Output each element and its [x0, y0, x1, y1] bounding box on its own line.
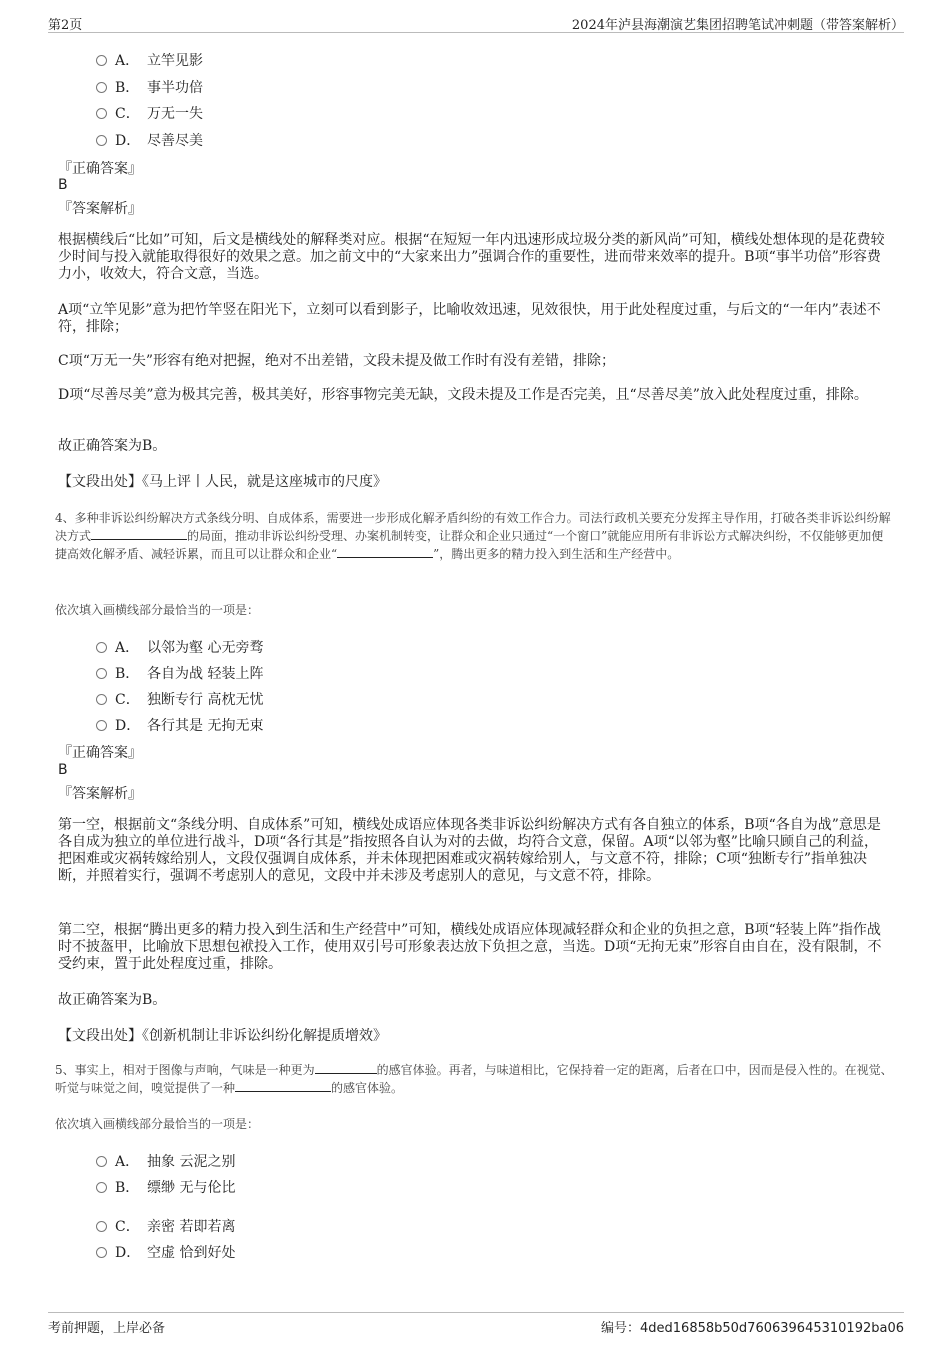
- analysis-conclusion: 故正确答案为B。: [58, 438, 167, 454]
- analysis-paragraph: 根据横线后“比如”可知，后文是横线处的解释类对应。根据“在短短一年内迅速形成垃圾分类的新风尚”可知，横线处想体现的是花费较少时间与投入就能取得很好的效果之意。加之前文中的“大家来出力”强调合作的重要性，进而带来效率的提升。B项“事半功倍”形容费力小，收效大，符合文意，当选。: [58, 232, 885, 282]
- analysis-paragraph: 第一空，根据前文“条线分明、自成体系”可知，横线处成语应体现各类非诉讼纠纷解决方式有各自独立的体系，B项“各自为战”意思是各自成为独立的单位进行战斗，D项“各行其是”指按照各自认为对的去做，均符合文意，保留。A项“以邻为壑”比喻只顾自己的利益，把困难或灾祸转嫁给别人，文段仅强调自成体系，并未体现把困难或灾祸转嫁给别人，与文意不符，排除；C项“独断专行”指单独决断，并照着实行，强调不考虑别人的意见，文段中并未涉及考虑别人的意见，与文意不符，排除。: [58, 817, 881, 884]
- radio-icon[interactable]: [96, 1182, 107, 1193]
- radio-icon[interactable]: [96, 1156, 107, 1167]
- document-title: 2024年泸县海潮演艺集团招聘笔试冲刺题（带答案解析）: [571, 18, 904, 33]
- radio-icon[interactable]: [96, 55, 107, 66]
- analysis-paragraph: 第二空，根据“腾出更多的精力投入到生活和生产经营中”可知，横线处成语应体现减轻群众和企业的负担之意，B项“轻装上阵”指作战时不披盔甲，比喻放下思想包袱投入工作，使用双引号可形象表达放下负担之意，当选。D项“无拘无束”形容自由自在，没有限制，不受约束，置于此处程度过重，排除。: [58, 922, 882, 972]
- radio-icon[interactable]: [96, 1221, 107, 1232]
- q4-option-b[interactable]: B． 各自为战 轻装上阵: [96, 663, 263, 683]
- document-code: 编号：4ded16858b50d760639645310192ba06: [600, 1321, 904, 1336]
- fill-blank: [337, 545, 433, 558]
- q4-option-a[interactable]: A． 以邻为壑 心无旁骛: [96, 637, 263, 657]
- radio-icon[interactable]: [96, 642, 107, 653]
- radio-icon[interactable]: [96, 720, 107, 731]
- analysis-label: 『答案解析』: [58, 786, 142, 802]
- q3-option-a[interactable]: A． 立竿见影: [96, 50, 203, 70]
- q4-option-d[interactable]: D． 各行其是 无拘无束: [96, 715, 263, 735]
- q5-option-c[interactable]: C． 亲密 若即若离: [96, 1216, 235, 1236]
- question-4-text: 4、多种非诉讼纠纷解决方式条线分明、自成体系，需要进一步形成化解矛盾纠纷的有效工作合力。司法行政机关要充分发挥主导作用，打破各类非诉讼纠纷解决方式 的局面，推动非诉讼纠纷受理、办案机制转变，让群众和企业只通过“一个窗口”就能应用所有非诉讼方式解决纠纷，不仅能够更加便捷高效化解矛盾、减轻诉累，而且可以让群众和企业“ ”，腾出更多的精力投入到生活和生产经营中。: [55, 511, 891, 561]
- q3-option-d[interactable]: D． 尽善尽美: [96, 130, 203, 150]
- q3-option-c[interactable]: C． 万无一失: [96, 103, 203, 123]
- question-5-text: 5、事实上，相对于图像与声响，气味是一种更为 的感官体验。再者，与味道相比，它保持着一定的距离，后者在口中，因而是侵入性的。在视觉、听觉与味觉之间，嗅觉提供了一种 的感官体验。: [55, 1063, 893, 1095]
- analysis-conclusion: 故正确答案为B。: [58, 992, 167, 1008]
- analysis-paragraph: A项“立竿见影”意为把竹竿竖在阳光下，立刻可以看到影子，比喻收效迅速，见效很快，用于此处程度过重，与后文的“一年内”表述不符，排除；: [58, 302, 881, 335]
- passage-source: 【文段出处】《马上评丨人民，就是这座城市的尺度》: [58, 474, 387, 490]
- radio-icon[interactable]: [96, 1247, 107, 1258]
- question-prompt: 依次填入画横线部分最恰当的一项是：: [55, 1117, 260, 1131]
- fill-blank: [315, 1061, 377, 1074]
- page-footer: [48, 1312, 904, 1335]
- radio-icon[interactable]: [96, 668, 107, 679]
- radio-icon[interactable]: [96, 694, 107, 705]
- radio-icon[interactable]: [96, 82, 107, 93]
- q5-option-b[interactable]: B． 缥缈 无与伦比: [96, 1177, 235, 1197]
- analysis-paragraph: C项“万无一失”形容有绝对把握，绝对不出差错，文段未提及做工作时有没有差错，排除；: [58, 353, 616, 369]
- correct-answer: B: [58, 177, 68, 193]
- analysis-label: 『答案解析』: [58, 201, 142, 217]
- correct-answer-label: 『正确答案』: [58, 745, 142, 761]
- passage-source: 【文段出处】《创新机制让非诉讼纠纷化解提质增效》: [58, 1028, 387, 1044]
- page-header: [48, 12, 904, 33]
- footer-slogan: 考前押题，上岸必备: [48, 1321, 166, 1336]
- question-prompt: 依次填入画横线部分最恰当的一项是：: [55, 603, 260, 617]
- radio-icon[interactable]: [96, 135, 107, 146]
- analysis-paragraph: D项“尽善尽美”意为极其完善，极其美好，形容事物完美无缺，文段未提及工作是否完美，且“尽善尽美”放入此处程度过重，排除。: [58, 387, 868, 403]
- radio-icon[interactable]: [96, 108, 107, 119]
- fill-blank: [91, 527, 187, 540]
- q3-option-b[interactable]: B． 事半功倍: [96, 77, 203, 97]
- fill-blank: [235, 1079, 331, 1092]
- page-number: 第2页: [48, 18, 83, 33]
- correct-answer: B: [58, 762, 68, 778]
- correct-answer-label: 『正确答案』: [58, 161, 142, 177]
- q5-option-d[interactable]: D． 空虚 恰到好处: [96, 1242, 235, 1262]
- q5-option-a[interactable]: A． 抽象 云泥之别: [96, 1151, 235, 1171]
- q4-option-c[interactable]: C． 独断专行 高枕无忧: [96, 689, 263, 709]
